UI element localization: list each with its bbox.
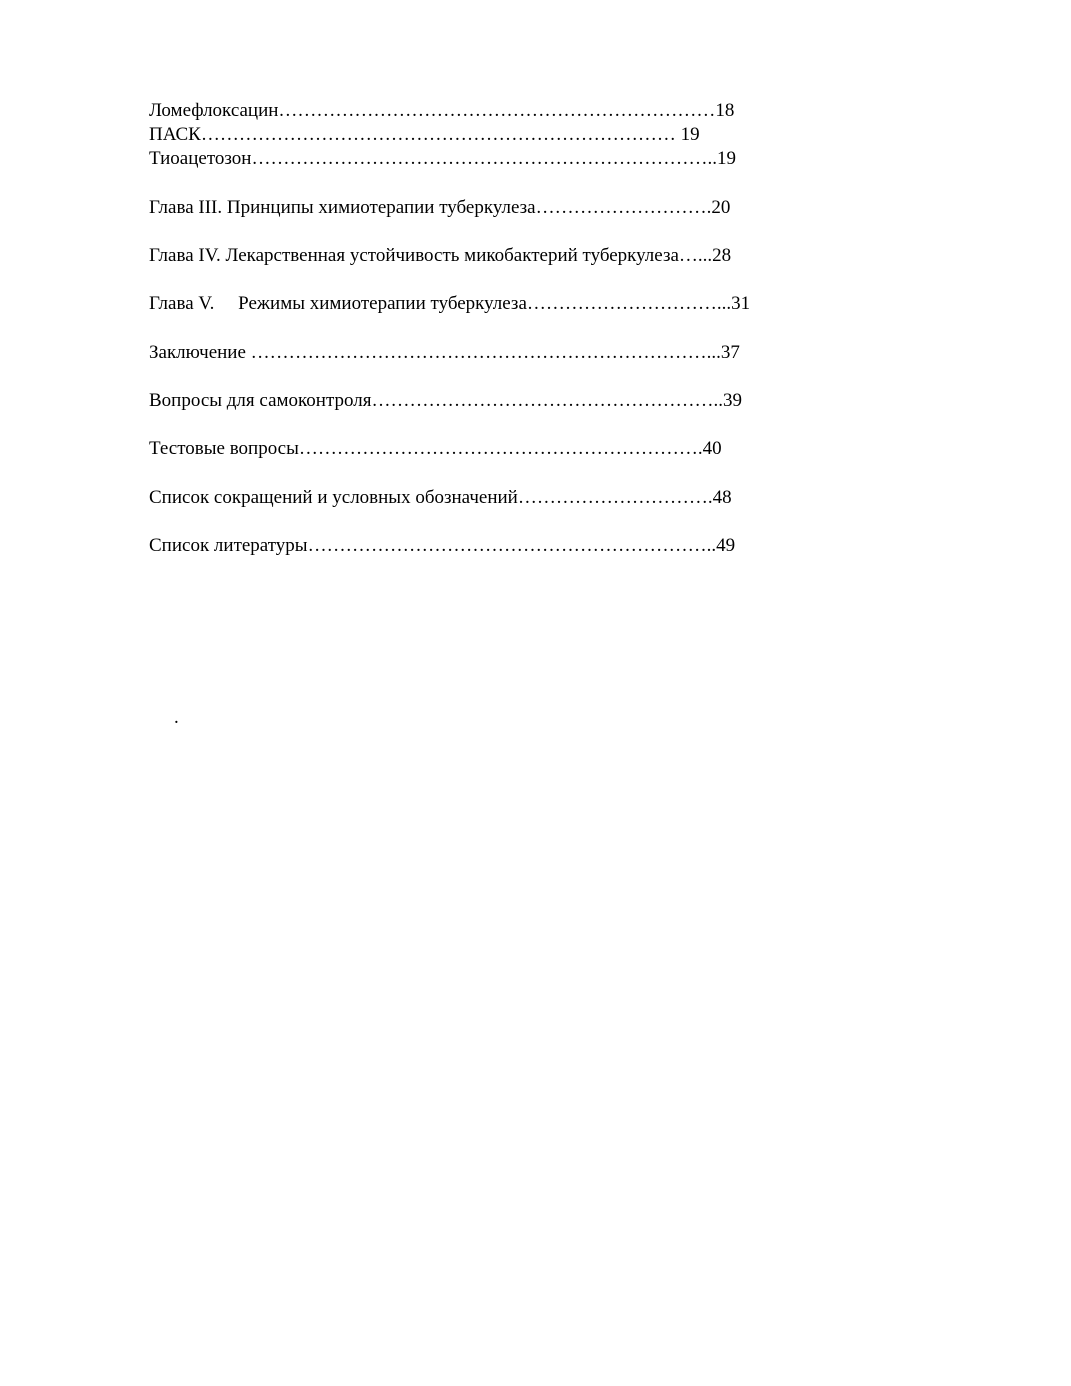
toc-entry-references: Список литературы………………………………………………………..49 [149,535,736,556]
toc-entry-abbreviations: Список сокращений и условных обозначений………………………….48 [149,487,732,508]
toc-entry-test-questions: Тестовые вопросы……………………………………………………….40 [149,438,722,459]
toc-entry-self-control: Вопросы для самоконтроля………………………………………………..39 [149,390,742,411]
toc-entry-chapter-3: Глава III. Принципы химиотерапии туберкулеза……………………….20 [149,197,731,218]
toc-entry-lomefloxacin: Ломефлоксацин……………………………………………………………18 [149,100,735,121]
stray-dot: . [174,707,179,728]
toc-entry-thioacetazone: Тиоацетозон………………………………………………………………..19 [149,148,736,169]
toc-entry-chapter-5: Глава V. Режимы химиотерапии туберкулеза…………………………...31 [149,293,751,314]
toc-entry-chapter-4: Глава IV. Лекарственная устойчивость микобактерий туберкулеза…...28 [149,245,732,266]
toc-entry-conclusion: Заключение ………………………………………………………………...37 [149,342,740,363]
toc-entry-pask: ПАСК………………………………………………………………… 19 [149,124,700,145]
